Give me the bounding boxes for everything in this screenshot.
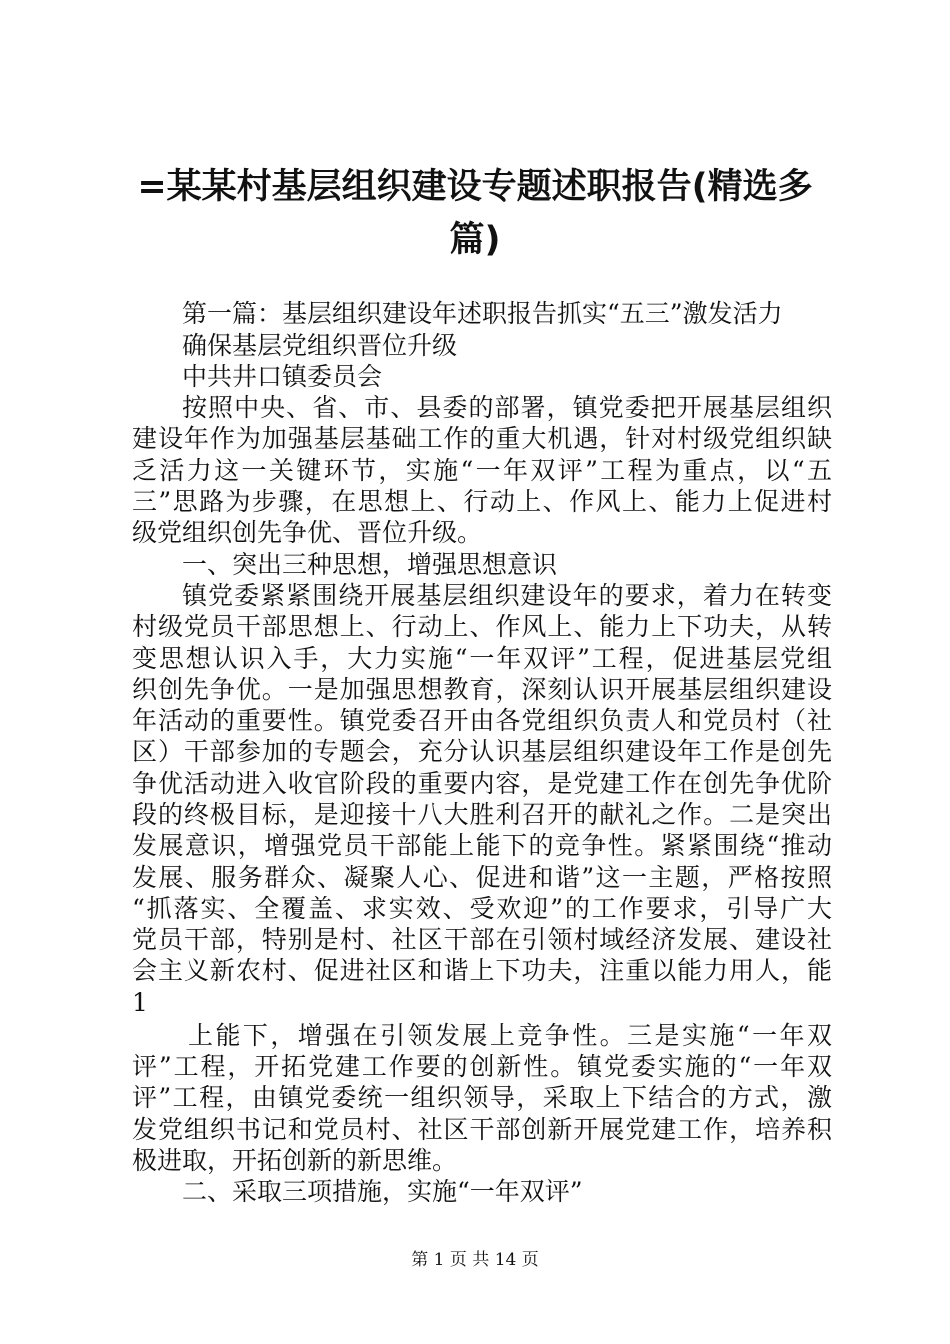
body-line: “抓落实、全覆盖、求实效、受欢迎”的工作要求，引导广大 xyxy=(132,894,832,923)
chapter-heading-line-2: 确保基层党组织晋位升级 xyxy=(182,331,458,360)
author-line: 中共井口镇委员会 xyxy=(182,362,383,391)
body-line: 段的终极目标，是迎接十八大胜利召开的献礼之作。二是突出 xyxy=(132,800,832,829)
body-line: 评”工程，开拓党建工作要的创新性。镇党委实施的“一年双 xyxy=(132,1052,832,1081)
body-line: 评”工程，由镇党委统一组织领导，采取上下结合的方式，激 xyxy=(132,1083,832,1112)
body-line: 上能下，增强在引领发展上竞争性。三是实施“一年双 xyxy=(188,1021,832,1050)
body-line: 争优活动进入收官阶段的重要内容，是党建工作在创先争优阶 xyxy=(132,769,832,798)
body-line: 党员干部，特别是村、社区干部在引领村域经济发展、建设社 xyxy=(132,925,832,954)
body-line: 年活动的重要性。镇党委召开由各党组织负责人和党员村（社 xyxy=(132,706,832,735)
body-line: 发展意识，增强党员干部能上能下的竞争性。紧紧围绕“推动 xyxy=(132,831,832,860)
body-line: 会主义新农村、促进社区和谐上下功夫，注重以能力用人，能 xyxy=(132,956,832,985)
chapter-heading-line-1: 第一篇：基层组织建设年述职报告抓实“五三”激发活力 xyxy=(182,299,783,328)
body-line: 发展、服务群众、凝聚人心、促进和谐”这一主题，严格按照 xyxy=(132,863,832,892)
body-line: 村级党员干部思想上、行动上、作风上、能力上下功夫，从转 xyxy=(132,612,832,641)
body-line: 极进取，开拓创新的新思维。 xyxy=(132,1146,458,1175)
body-line: 三”思路为步骤，在思想上、行动上、作风上、能力上促进村 xyxy=(132,487,832,516)
section-heading-1: 一、突出三种思想，增强思想意识 xyxy=(182,550,558,579)
document-title-line-2: 篇) xyxy=(449,220,501,260)
section-heading-2: 二、采取三项措施，实施“一年双评” xyxy=(182,1177,583,1206)
page-footer: 第 1 页 共 14 页 xyxy=(411,1250,539,1270)
document-title-line-1: =某某村基层组织建设专题述职报告(精选多 xyxy=(137,167,813,207)
body-line: 变思想认识入手，大力实施“一年双评”工程，促进基层党组 xyxy=(132,644,832,673)
body-line: 织创先争优。一是加强思想教育，深刻认识开展基层组织建设 xyxy=(132,675,832,704)
inline-page-number: 1 xyxy=(132,988,148,1017)
body-line: 镇党委紧紧围绕开展基层组织建设年的要求，着力在转变 xyxy=(182,581,832,610)
body-line: 建设年作为加强基层基础工作的重大机遇，针对村级党组织缺 xyxy=(132,424,832,453)
body-line: 按照中央、省、市、县委的部署，镇党委把开展基层组织 xyxy=(182,393,832,422)
body-line: 乏活力这一关键环节，实施“一年双评”工程为重点，以“五 xyxy=(132,456,832,485)
body-line: 级党组织创先争优、晋位升级。 xyxy=(132,518,483,547)
body-line: 发党组织书记和党员村、社区干部创新开展党建工作，培养积 xyxy=(132,1115,832,1144)
body-line: 区）干部参加的专题会，充分认识基层组织建设年工作是创先 xyxy=(132,737,832,766)
